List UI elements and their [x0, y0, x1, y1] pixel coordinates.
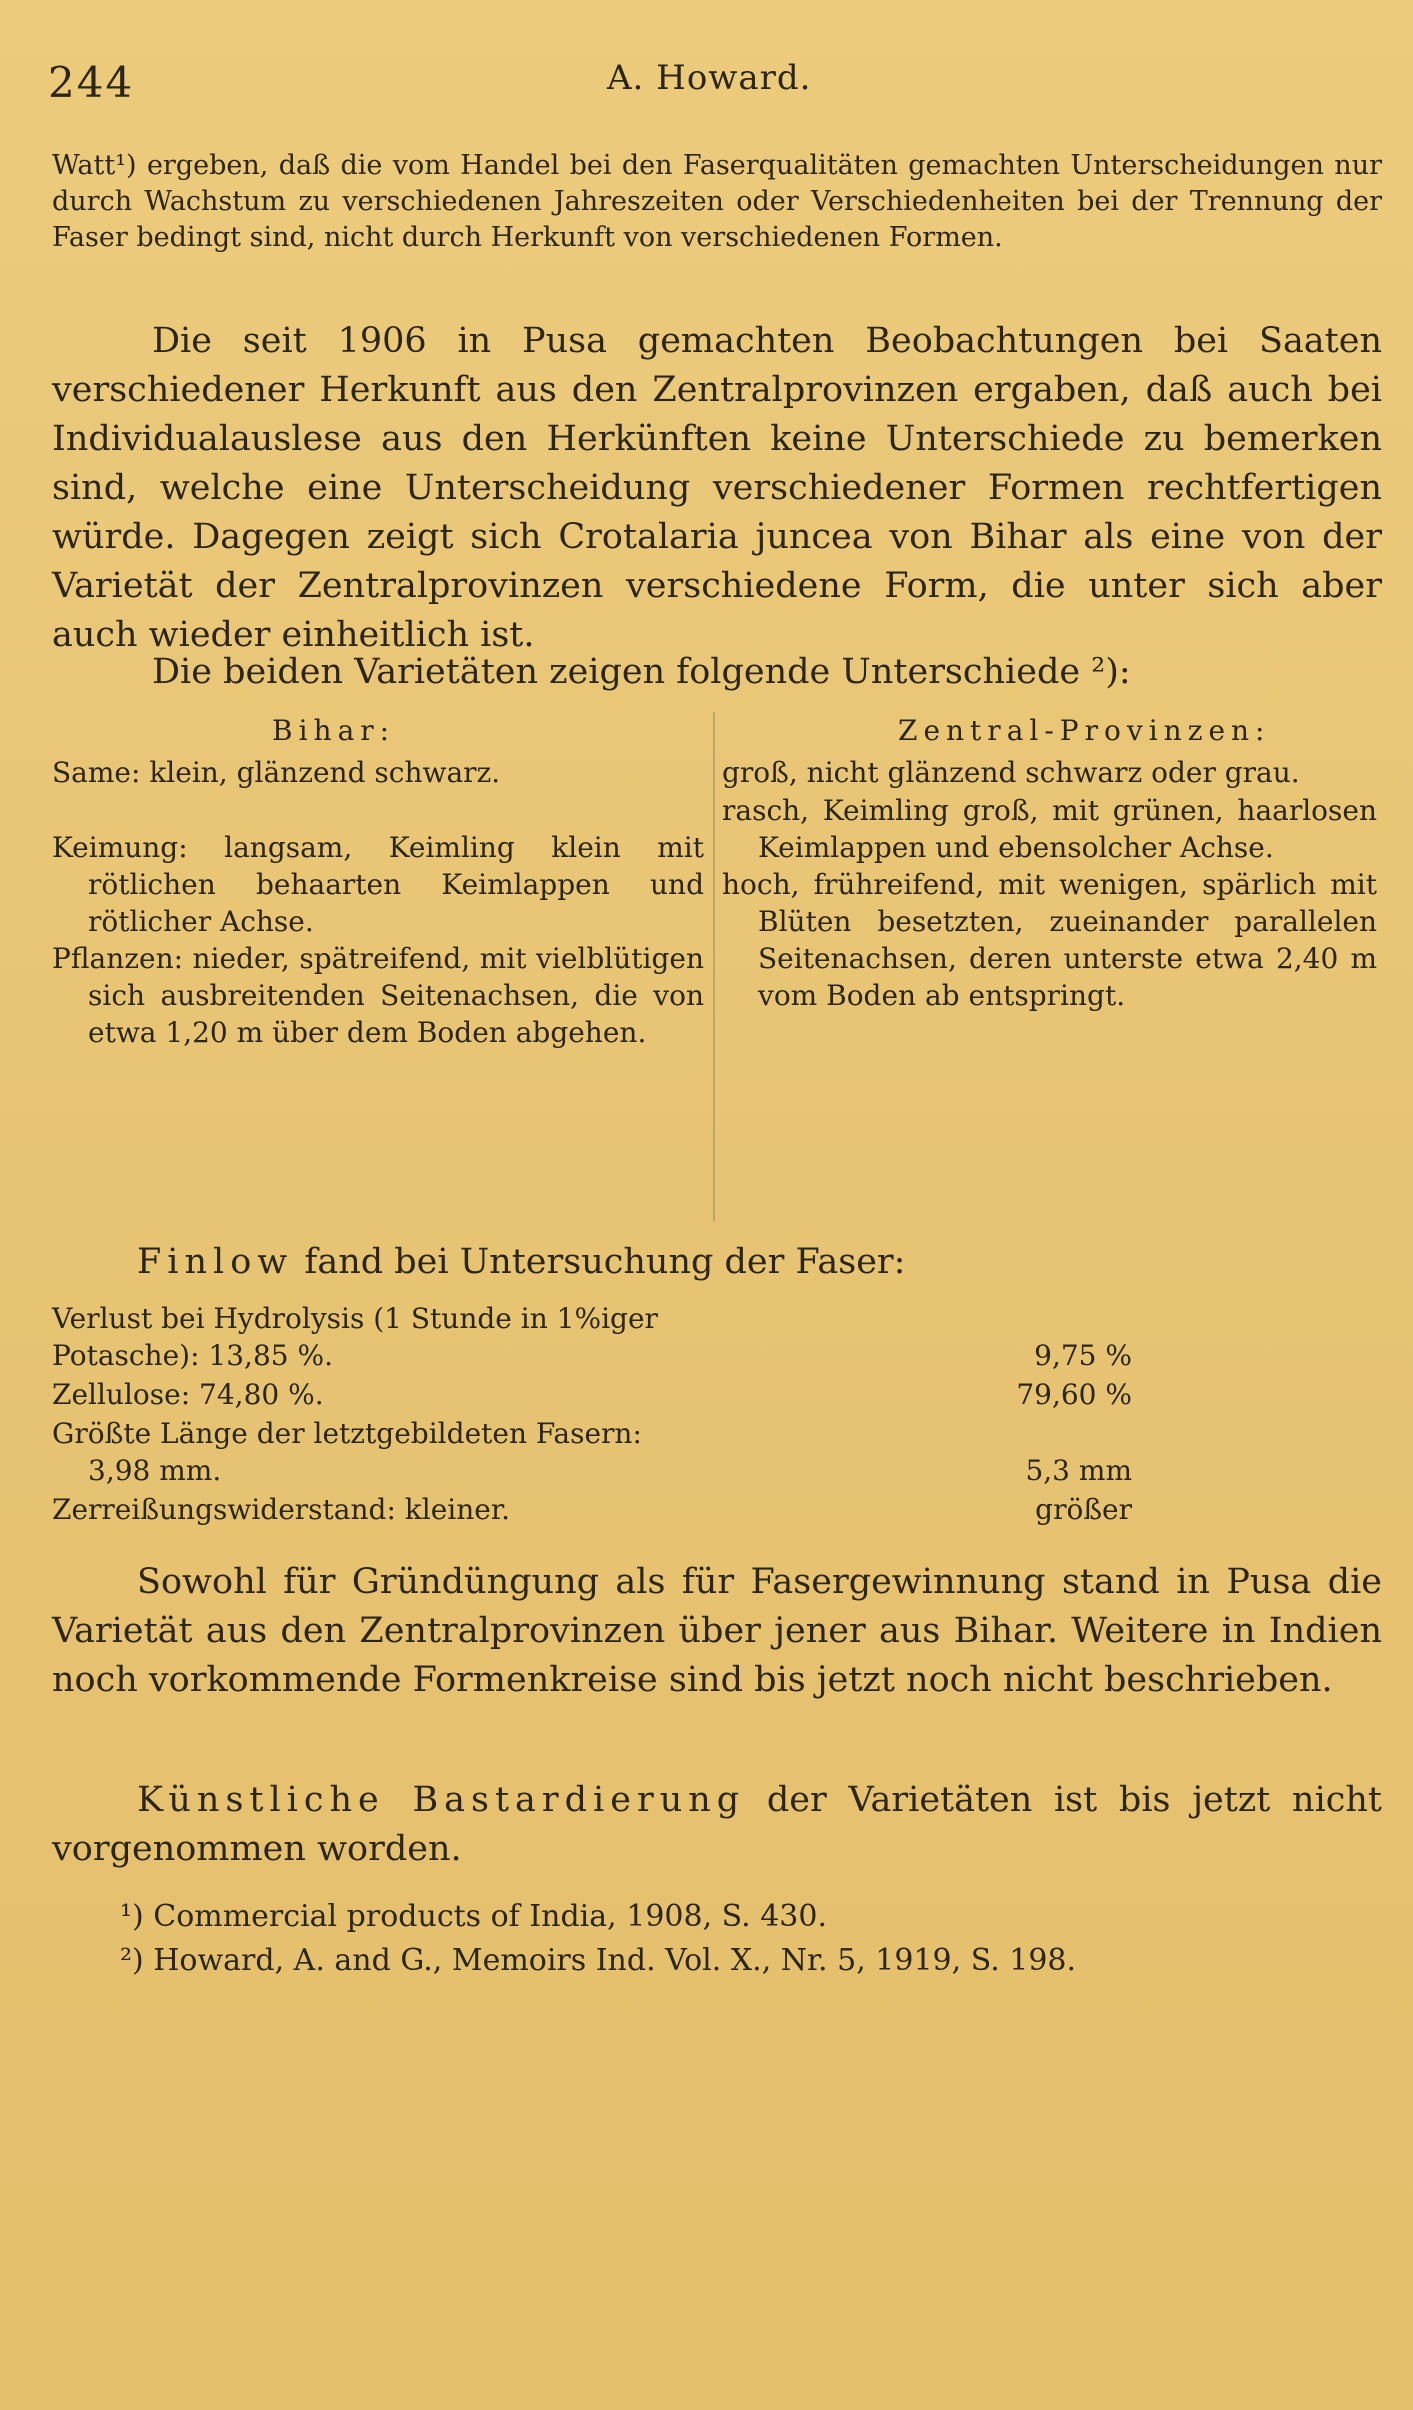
fiber-row-label: Zellulose: 74,80 %. [52, 1378, 324, 1411]
fiber-row-hydrolysis [52, 1300, 1132, 1376]
bihar-pflanzen: Pflanzen: nieder, spätreifend, mit vielblütigen sich ausbreitenden Seitenachsen, die von etwa 1,20 m über dem Boden abgehen. [52, 942, 704, 1049]
fiber-row-laenge [52, 1415, 1132, 1491]
fiber-row-value: 5,3 mm [1025, 1454, 1132, 1487]
paragraph-bastardierung [52, 1776, 1382, 1874]
bihar-heading: Bihar: [272, 714, 396, 747]
paragraph-sowohl: Sowohl für Gründüngung als für Fasergewinnung stand in Pusa die Varietät aus den Zentralprovinzen über jener aus Bihar. Weitere in Indien noch vorkommende Formenkreise sind bis jetzt noch nicht beschrieben. [52, 1562, 1382, 1700]
footnote-1: ¹) Commercial products of India, 1908, S. 430. [120, 1899, 828, 1934]
paragraph-differences: Die beiden Varietäten zeigen folgende Unterschiede ²): [152, 652, 1131, 692]
bihar-column [52, 754, 704, 1051]
column-divider [713, 712, 715, 1222]
zentral-same: groß, nicht glänzend schwarz oder grau. [722, 756, 1300, 789]
paragraph-observations: Die seit 1906 in Pusa gemachten Beobachtungen bei Saaten verschiedener Herkunft aus den Zentralprovinzen ergaben, daß auch bei Individualauslese aus den Herkünften keine Unterschiede zu bemerken sind, welche eine Unterscheidung verschiedener Formen rechtfertigen würde. Dagegen zeigt sich Crotalaria juncea von Bihar als eine von der Varietät der Zentralprovinzen verschiedene Form, die unter sich aber auch wieder einheitlich ist. [52, 321, 1382, 655]
zentral-column [722, 754, 1377, 1014]
fiber-row-label: Verlust bei Hydrolysis (1 Stunde in 1%iger Potasche): 13,85 %. [52, 1302, 658, 1372]
fiber-row-zerreissung [52, 1491, 1132, 1528]
bihar-keimung: Keimung: langsam, Keimling klein mit rötlichen behaarten Keimlappen und rötlicher Achse. [52, 831, 704, 938]
fiber-row-value: 79,60 % [1016, 1378, 1132, 1411]
fiber-row-zellulose [52, 1376, 1132, 1413]
fiber-row-value: 9,75 % [1034, 1339, 1132, 1372]
intro-paragraph: Watt¹) ergeben, daß die vom Handel bei den Faserqualitäten gemachten Unterscheidungen nur durch Wachstum zu verschiedenen Jahreszeiten oder Verschiedenheiten bei der Trennung der Faser bedingt sind, nicht durch Herkunft von verschiedenen Formen. [52, 150, 1382, 253]
finlow-sentence [52, 1238, 1382, 1287]
fiber-row-value: größer [1035, 1493, 1132, 1526]
finlow-sentence-rest: fand bei Untersuchung der Faser: [293, 1242, 906, 1282]
page-number: 244 [48, 58, 135, 107]
footnote-2: ²) Howard, A. and G., Memoirs Ind. Vol. X., Nr. 5, 1919, S. 198. [120, 1943, 1077, 1978]
fiber-row-label: Zerreißungswiderstand: kleiner. [52, 1493, 511, 1526]
running-title: A. Howard. [607, 58, 812, 98]
zentral-pflanzen: hoch, frühreifend, mit wenigen, spärlich mit Blüten besetzten, zueinander parallelen Seitenachsen, deren unterste etwa 2,40 m vom Boden ab entspringt. [722, 868, 1377, 1012]
finlow-name: Finlow [137, 1242, 294, 1282]
zentral-provinzen-heading: Zentral-Provinzen: [898, 714, 1271, 747]
bastardierung-rest: der Varietäten ist bis jetzt nicht vorgenommen worden. [52, 1780, 1382, 1869]
fiber-row-label: Größte Länge der letztgebildeten Fasern: 3,98 mm. [52, 1417, 642, 1487]
bihar-same: Same: klein, glänzend schwarz. [52, 756, 501, 789]
zentral-keimung: rasch, Keimling groß, mit grünen, haarlosen Keimlappen und ebensolcher Achse. [722, 794, 1377, 864]
bastardierung-emphasis: Künstliche Bastardierung [137, 1780, 746, 1820]
